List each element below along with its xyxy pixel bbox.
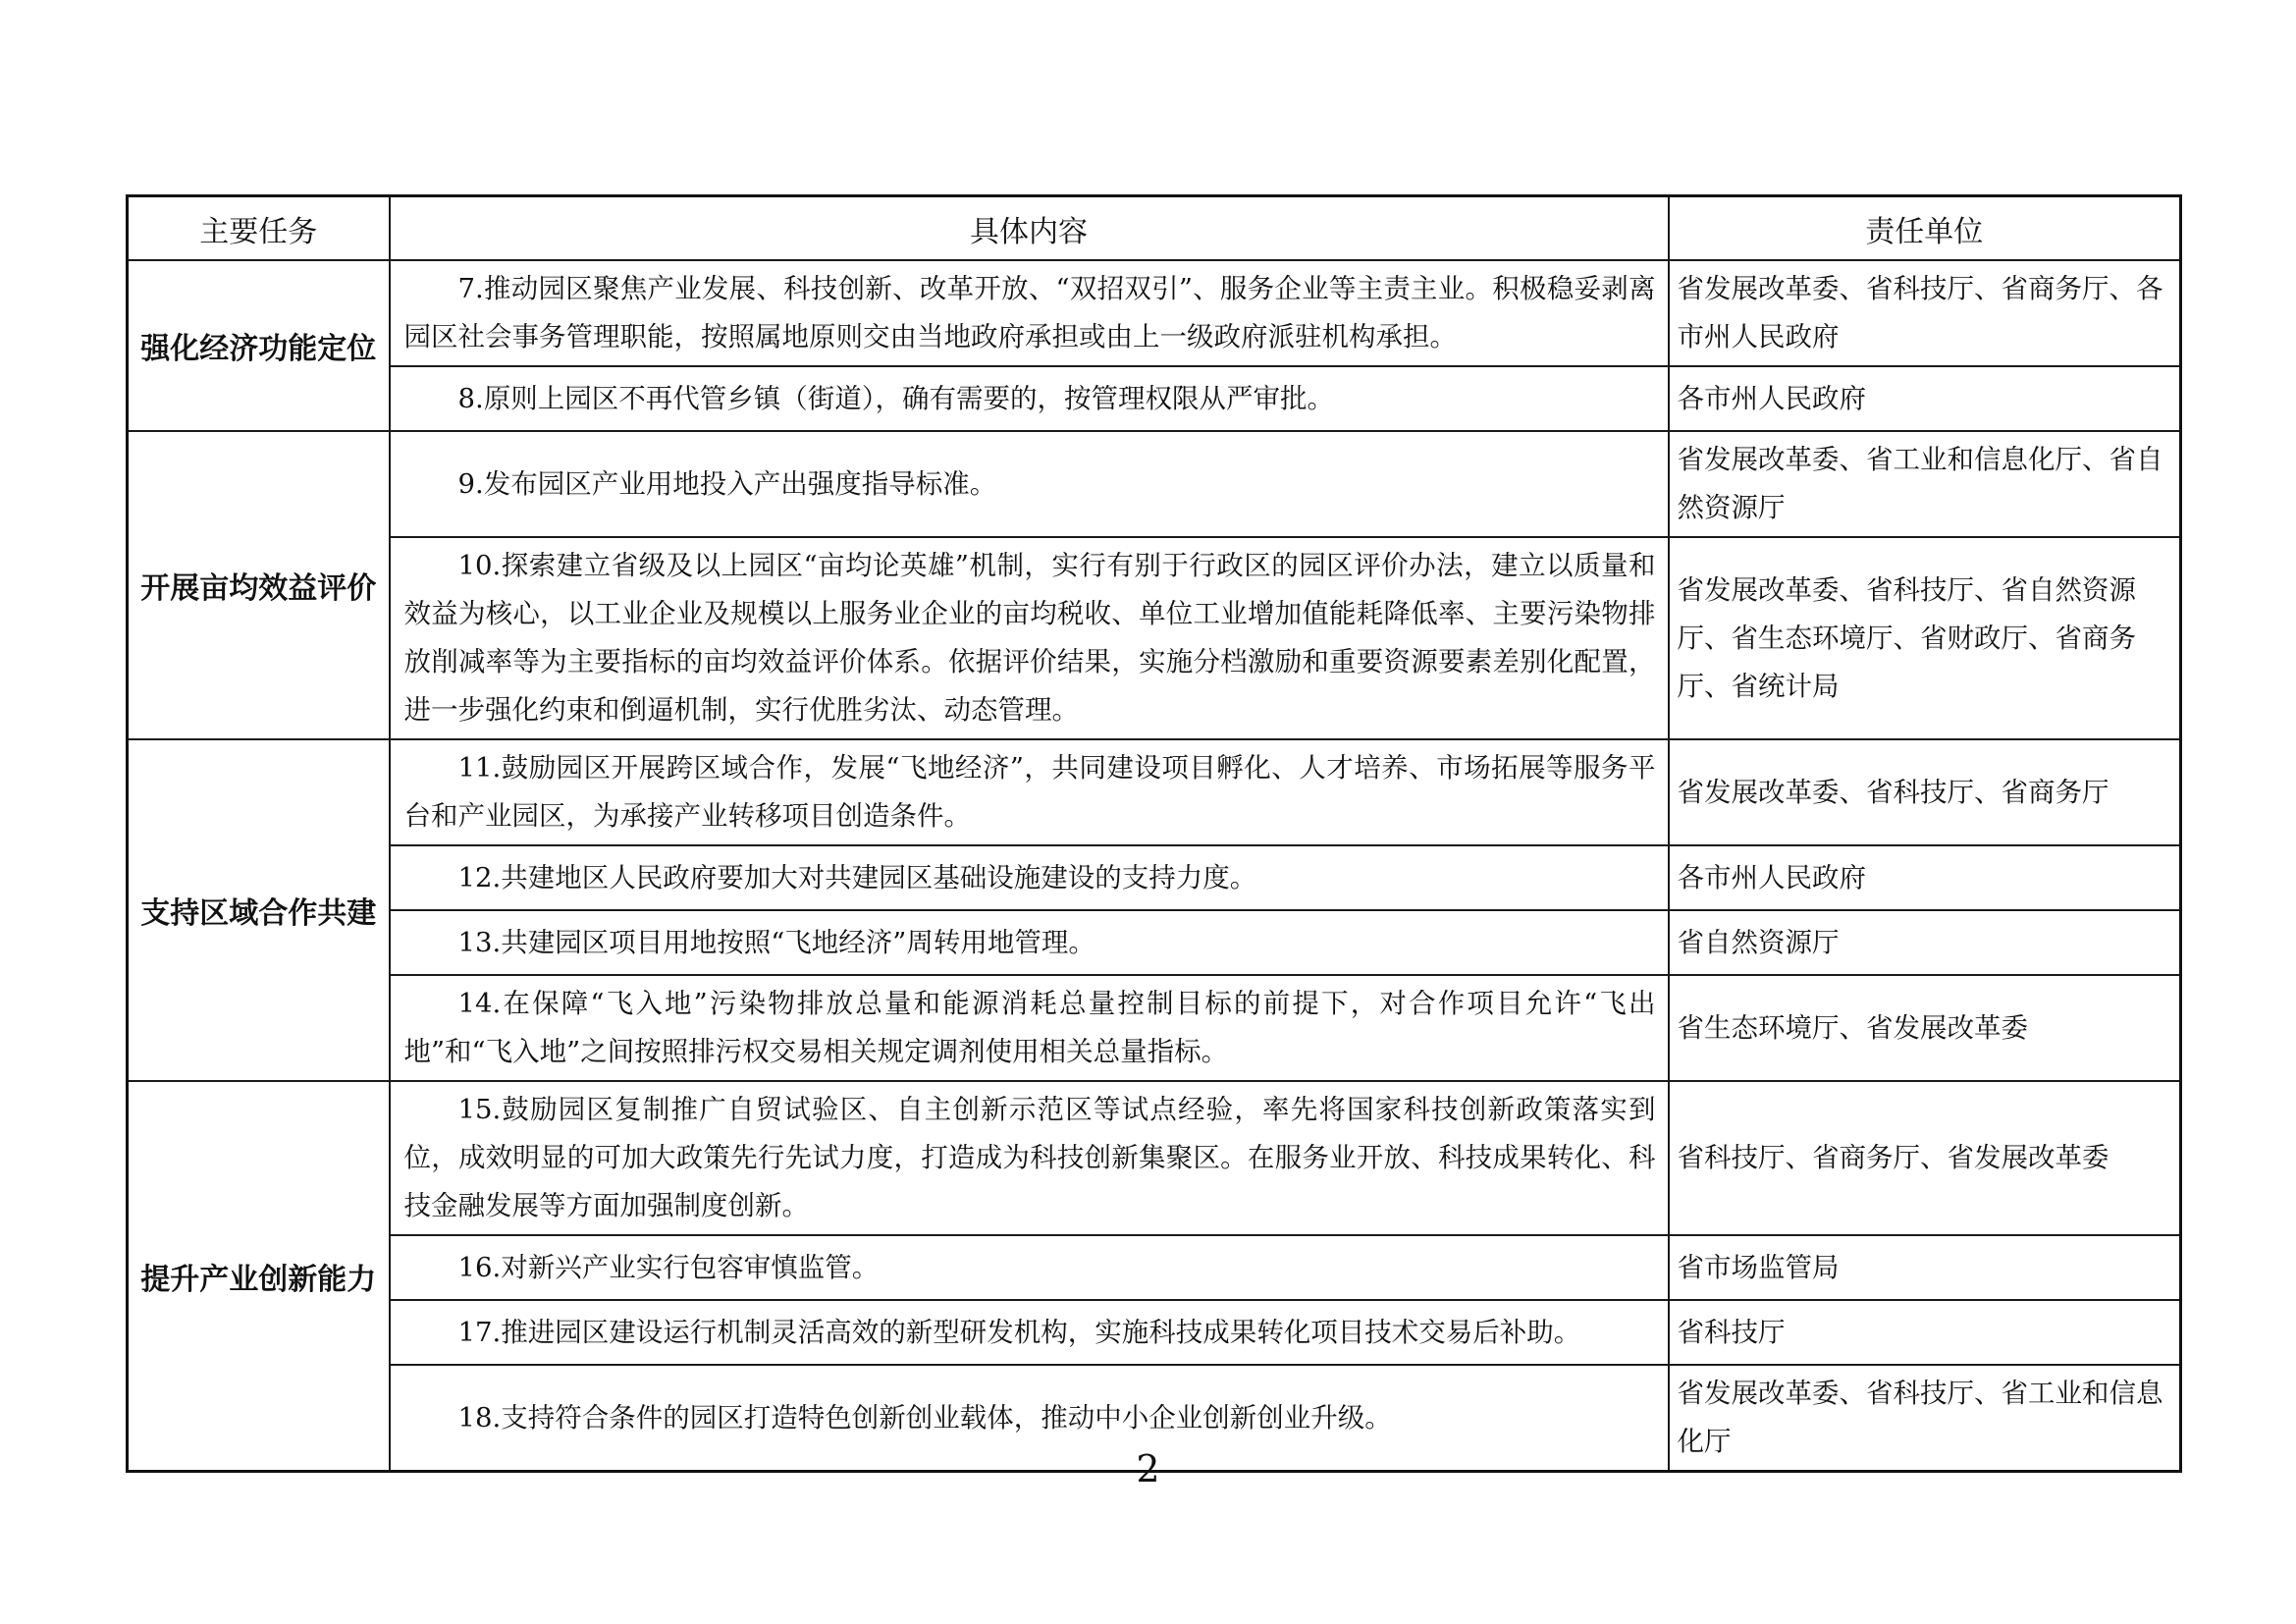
content-text: 13.共建园区项目用地按照“飞地经济”周转用地管理。 [457, 926, 1095, 958]
content-cell [390, 1235, 1669, 1300]
content-cell [390, 1300, 1669, 1365]
unit-cell: 省发展改革委、省科技厅、省工业和信息化厅 [1669, 1365, 2181, 1472]
content-cell [390, 1081, 1669, 1235]
content-cell [390, 910, 1669, 975]
content-text: 17.推进园区建设运行机制灵活高效的新型研发机构，实施科技成果转化项目技术交易后补助。 [457, 1316, 1581, 1348]
table-row [128, 910, 2181, 975]
content-cell [390, 431, 1669, 537]
table-row [128, 845, 2181, 910]
task-cell: 提升产业创新能力 [128, 1081, 390, 1472]
header-task: 主要任务 [128, 196, 390, 261]
table-row [128, 431, 2181, 537]
content-text: 9.发布园区产业用地投入产出强度指导标准。 [457, 467, 997, 500]
content-cell [390, 975, 1669, 1081]
unit-cell: 各市州人民政府 [1669, 366, 2181, 431]
unit-cell: 各市州人民政府 [1669, 845, 2181, 910]
table-row [128, 1235, 2181, 1300]
content-text: 16.对新兴产业实行包容审慎监管。 [457, 1251, 880, 1283]
unit-cell: 省发展改革委、省科技厅、省自然资源厅、省生态环境厅、省财政厅、省商务厅、省统计局 [1669, 537, 2181, 739]
content-text: 14.在保障“飞入地”污染物排放总量和能源消耗总量控制目标的前提下，对合作项目允许“飞出地”和“飞入地”之间按照排污权交易相关规定调剂使用相关总量指标。 [403, 988, 1656, 1067]
task-cell: 开展亩均效益评价 [128, 431, 390, 739]
table-row [128, 1300, 2181, 1365]
content-cell [390, 260, 1669, 366]
unit-cell: 省生态环境厅、省发展改革委 [1669, 975, 2181, 1081]
header-unit: 责任单位 [1669, 196, 2181, 261]
content-text: 10.探索建立省级及以上园区“亩均论英雄”机制，实行有别于行政区的园区评价办法，建立以质量和效益为核心，以工业企业及规模以上服务业企业的亩均税收、单位工业增加值能耗降低率、主要污染物排放削减率等为主要指标的亩均效益评价体系。依据评价结果，实施分档激励和重要资源要素差别化配置，进一步强化约束和倒逼机制，实行优胜劣汰、动态管理。 [403, 550, 1656, 726]
unit-cell: 省科技厅、省商务厅、省发展改革委 [1669, 1081, 2181, 1235]
content-cell [390, 366, 1669, 431]
unit-cell: 省发展改革委、省科技厅、省商务厅、各市州人民政府 [1669, 260, 2181, 366]
content-cell [390, 739, 1669, 845]
table-row [128, 1081, 2181, 1235]
unit-cell: 省市场监管局 [1669, 1235, 2181, 1300]
content-cell [390, 537, 1669, 739]
table-row [128, 366, 2181, 431]
content-text: 12.共建地区人民政府要加大对共建园区基础设施建设的支持力度。 [457, 861, 1257, 893]
task-table [126, 194, 2182, 1473]
content-cell [390, 845, 1669, 910]
content-text: 18.支持符合条件的园区打造特色创新创业载体，推动中小企业创新创业升级。 [457, 1401, 1392, 1434]
unit-cell: 省科技厅 [1669, 1300, 2181, 1365]
table-row [128, 975, 2181, 1081]
table-row [128, 260, 2181, 366]
table-header-row [128, 196, 2181, 261]
unit-cell: 省自然资源厅 [1669, 910, 2181, 975]
page-number: — 2 — [1087, 1447, 1209, 1490]
content-text: 8.原则上园区不再代管乡镇（街道），确有需要的，按管理权限从严审批。 [457, 382, 1334, 414]
task-cell: 强化经济功能定位 [128, 260, 390, 431]
unit-cell: 省发展改革委、省工业和信息化厅、省自然资源厅 [1669, 431, 2181, 537]
content-text: 15.鼓励园区复制推广自贸试验区、自主创新示范区等试点经验，率先将国家科技创新政策落实到位，成效明显的可加大政策先行先试力度，打造成为科技创新集聚区。在服务业开放、科技成果转化、科技金融发展等方面加强制度创新。 [403, 1094, 1656, 1221]
task-cell: 支持区域合作共建 [128, 739, 390, 1081]
table-row [128, 537, 2181, 739]
content-text: 11.鼓励园区开展跨区域合作，发展“飞地经济”，共同建设项目孵化、人才培养、市场拓展等服务平台和产业园区，为承接产业转移项目创造条件。 [403, 752, 1656, 832]
header-content: 具体内容 [390, 196, 1669, 261]
table-row [128, 739, 2181, 845]
content-text: 7.推动园区聚焦产业发展、科技创新、改革开放、“双招双引”、服务企业等主责主业。积极稳妥剥离园区社会事务管理职能，按照属地原则交由当地政府承担或由上一级政府派驻机构承担。 [403, 273, 1656, 352]
unit-cell: 省发展改革委、省科技厅、省商务厅 [1669, 739, 2181, 845]
